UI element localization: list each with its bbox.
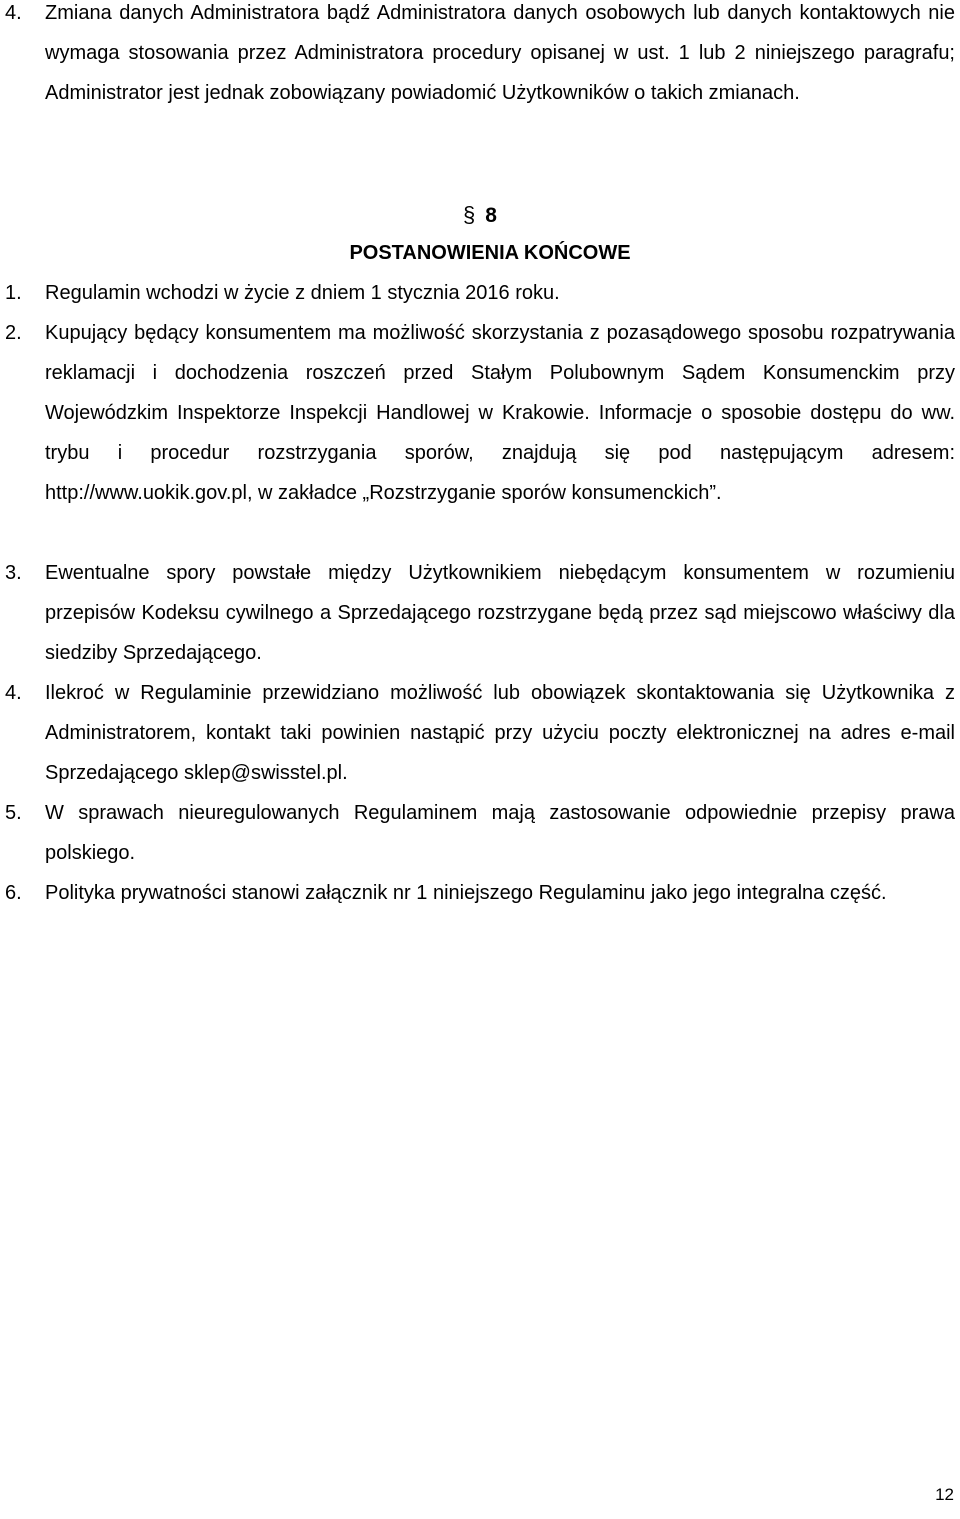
- item-text: Kupujący będący konsumentem ma możliwość skorzystania z pozasądowego sposobu rozpatrywania reklamacji i dochodzenia roszczeń przed Stałym Polubownym Sądem Konsumenckim przy Wojewódzkim Inspektorze Inspekcji Handlowej w Krakowie. Informacje o sposobie dostępu do ww. trybu i procedur rozstrzygania sporów, znajdują się pod następującym adresem: http://www.uokik.gov.pl, w zakładce „Rozstrzyganie sporów konsumenckich”.: [45, 322, 955, 504]
- item-number: 5.: [5, 802, 22, 824]
- paragraph-item-6: [0, 873, 955, 913]
- item-number: 3.: [5, 562, 22, 584]
- item-number: 4.: [5, 2, 22, 24]
- paragraph-item-5: [0, 793, 955, 873]
- paragraph-item-4: [0, 673, 955, 793]
- item-text: W sprawach nieuregulowanych Regulaminem mają zastosowanie odpowiednie przepisy prawa polskiego.: [45, 802, 955, 864]
- item-number: 4.: [5, 682, 22, 704]
- page-number: 12: [935, 1485, 954, 1504]
- item-text: Ewentualne spory powstałe między Użytkownikiem niebędącym konsumentem w rozumieniu przepisów Kodeksu cywilnego a Sprzedającego rozstrzygane będą przez sąd miejscowo właściwy dla siedziby Sprzedającego.: [45, 562, 955, 664]
- item-number: 1.: [5, 282, 22, 304]
- item-text: Ilekroć w Regulaminie przewidziano możliwość lub obowiązek skontaktowania się Użytkownika z Administratorem, kontakt taki powinien nastąpić przy użyciu poczty elektronicznej na adres e-mail Sprzedającego sklep@swisstel.pl.: [45, 682, 955, 784]
- section-title: POSTANOWIENIA KOŃCOWE: [349, 242, 631, 264]
- paragraph-item-3: [0, 553, 955, 673]
- item-text: Regulamin wchodzi w życie z dniem 1 stycznia 2016 roku.: [45, 282, 560, 304]
- item-text: Polityka prywatności stanowi załącznik nr 1 niniejszego Regulaminu jako jego integralna część.: [45, 882, 887, 904]
- section-number: 8: [485, 204, 497, 227]
- paragraph-item-1: [0, 273, 955, 313]
- section-heading-number: [0, 195, 960, 236]
- paragraph-item-4-top: [0, 0, 955, 113]
- section-sign: §: [463, 202, 476, 227]
- paragraph-item-2: [0, 313, 955, 513]
- item-text: Zmiana danych Administratora bądź Administratora danych osobowych lub danych kontaktowych nie wymaga stosowania przez Administratora procedury opisanej w ust. 1 lub 2 niniejszego paragrafu; Administrator jest jednak zobowiązany powiadomić Użytkowników o takich zmianach.: [45, 2, 955, 104]
- item-number: 2.: [5, 322, 22, 344]
- item-number: 6.: [5, 882, 22, 904]
